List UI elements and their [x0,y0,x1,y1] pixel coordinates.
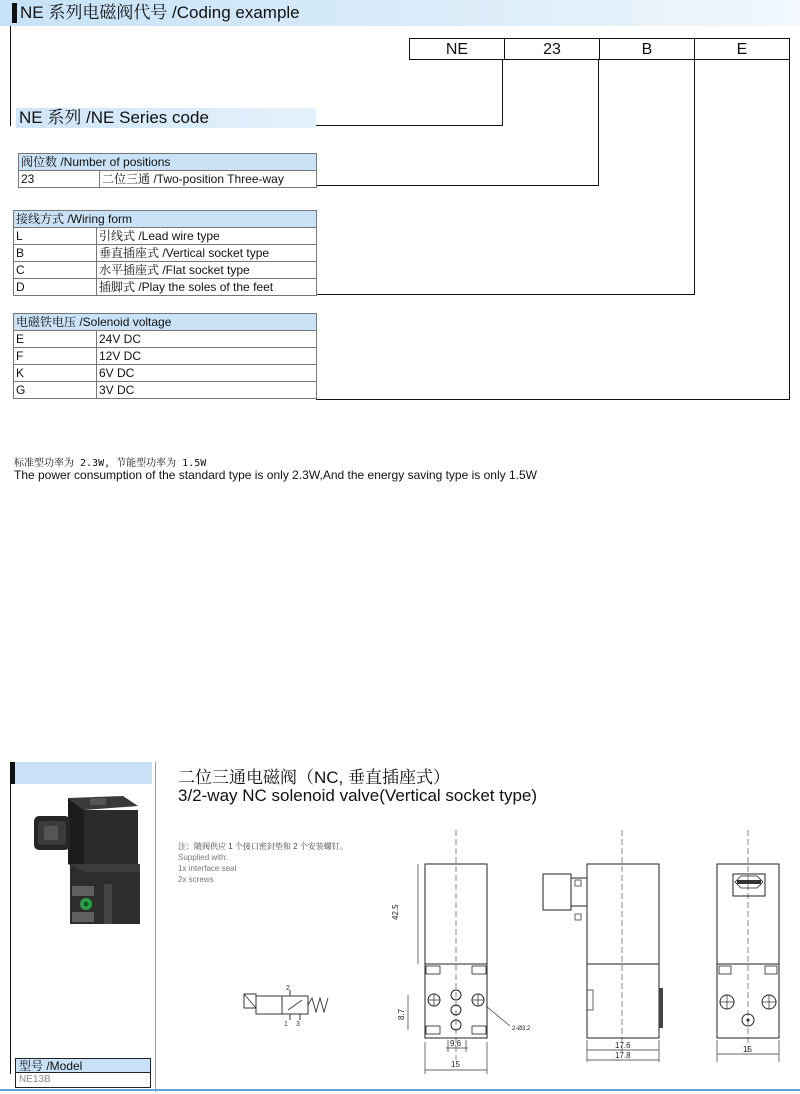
connector-voltage-h [316,399,790,400]
code-box-wiring: B [599,38,695,60]
wiring-code: C [14,262,97,279]
connector-wiring-v [694,60,695,295]
wiring-table [13,210,317,296]
symbol-port-3: 3 [296,1021,300,1028]
code-box-series: NE [409,38,505,60]
positions-header: 阀位数 /Number of positions [19,154,317,171]
table-row [14,382,317,399]
product-frame-line [10,784,11,1074]
title-marker [12,3,17,23]
dim-width: 15 [451,1060,460,1069]
supplied-note: 注：随阀供应 1 个接口密封垫和 2 个安装螺钉。 [178,842,348,851]
product-title-en: 3/2-way NC solenoid valve(Vertical socket type) [178,786,538,805]
dim-port-height: 8.7 [397,1008,406,1020]
positions-table [18,153,317,188]
supplied-line: 1x interface seal [178,864,237,873]
voltage-desc: 3V DC [97,382,317,399]
supplied-line: Supplied with: [178,853,228,862]
connector-series-h [316,125,503,126]
voltage-code: E [14,331,97,348]
product-title-cn: 二位三通电磁阀（NC, 垂直插座式） [178,768,450,787]
wiring-desc: 垂直插座式 /Vertical socket type [97,245,317,262]
connector-voltage-v [789,60,790,400]
series-label: NE 系列 /NE Series code [16,108,316,128]
code-box-voltage: E [694,38,790,60]
table-row [14,365,317,382]
wiring-code: D [14,279,97,296]
page-title: NE 系列电磁阀代号 /Coding example [20,3,300,22]
voltage-desc: 12V DC [97,348,317,365]
table-row [14,348,317,365]
table-row [14,228,317,245]
dim-height: 42.5 [391,904,400,920]
connector-positions-h [316,185,599,186]
connector-series-v [502,60,503,126]
wiring-desc: 引线式 /Lead wire type [97,228,317,245]
symbol-port-1: 1 [284,1021,288,1028]
bottom-rule [0,1089,800,1091]
dim-end-width: 15 [743,1045,752,1054]
table-row [14,331,317,348]
code-box-positions: 23 [504,38,600,60]
dim-side-inner: 17.6 [615,1041,631,1050]
side-view-drawing [535,830,675,1070]
voltage-code: F [14,348,97,365]
front-view-drawing [390,830,550,1078]
wiring-desc: 水平插座式 /Flat socket type [97,262,317,279]
power-note-en: The power consumption of the standard type is only 2.3W,And the energy saving type is only 1.5W [14,468,537,482]
voltage-desc: 24V DC [97,331,317,348]
voltage-code: K [14,365,97,382]
dim-port-spacing: 9.6 [450,1039,462,1048]
product-section-bar [10,762,152,784]
positions-code: 23 [19,171,100,188]
valve-product-image [28,788,150,938]
voltage-table [13,313,317,399]
end-view-drawing [705,830,795,1070]
wiring-code: L [14,228,97,245]
supplied-line: 2x screws [178,875,214,884]
section-divider [155,762,156,1092]
dim-side-outer: 17.8 [615,1051,631,1060]
symbol-port-2: 2 [286,985,290,992]
power-note-cn: 标准型功率为 2.3W, 节能型功率为 1.5W [14,458,207,469]
wiring-code: B [14,245,97,262]
dim-hole: 2-Ø3.2 [512,1026,531,1032]
wiring-header: 接线方式 /Wiring form [14,211,317,228]
connector-positions-v [598,60,599,186]
model-header: 型号 /Model [15,1058,151,1073]
pneumatic-symbol [240,982,340,1032]
table-row [14,262,317,279]
connector-wiring-h [316,294,695,295]
voltage-desc: 6V DC [97,365,317,382]
model-value: NE13B [15,1073,151,1088]
table-row [14,245,317,262]
product-section-marker [10,762,15,784]
frame-line [10,26,11,126]
table-row [19,171,317,188]
wiring-desc: 插脚式 /Play the soles of the feet [97,279,317,296]
positions-desc: 二位三通 /Two-position Three-way [100,171,317,188]
table-row [14,279,317,296]
voltage-code: G [14,382,97,399]
voltage-header: 电磁铁电压 /Solenoid voltage [14,314,317,331]
